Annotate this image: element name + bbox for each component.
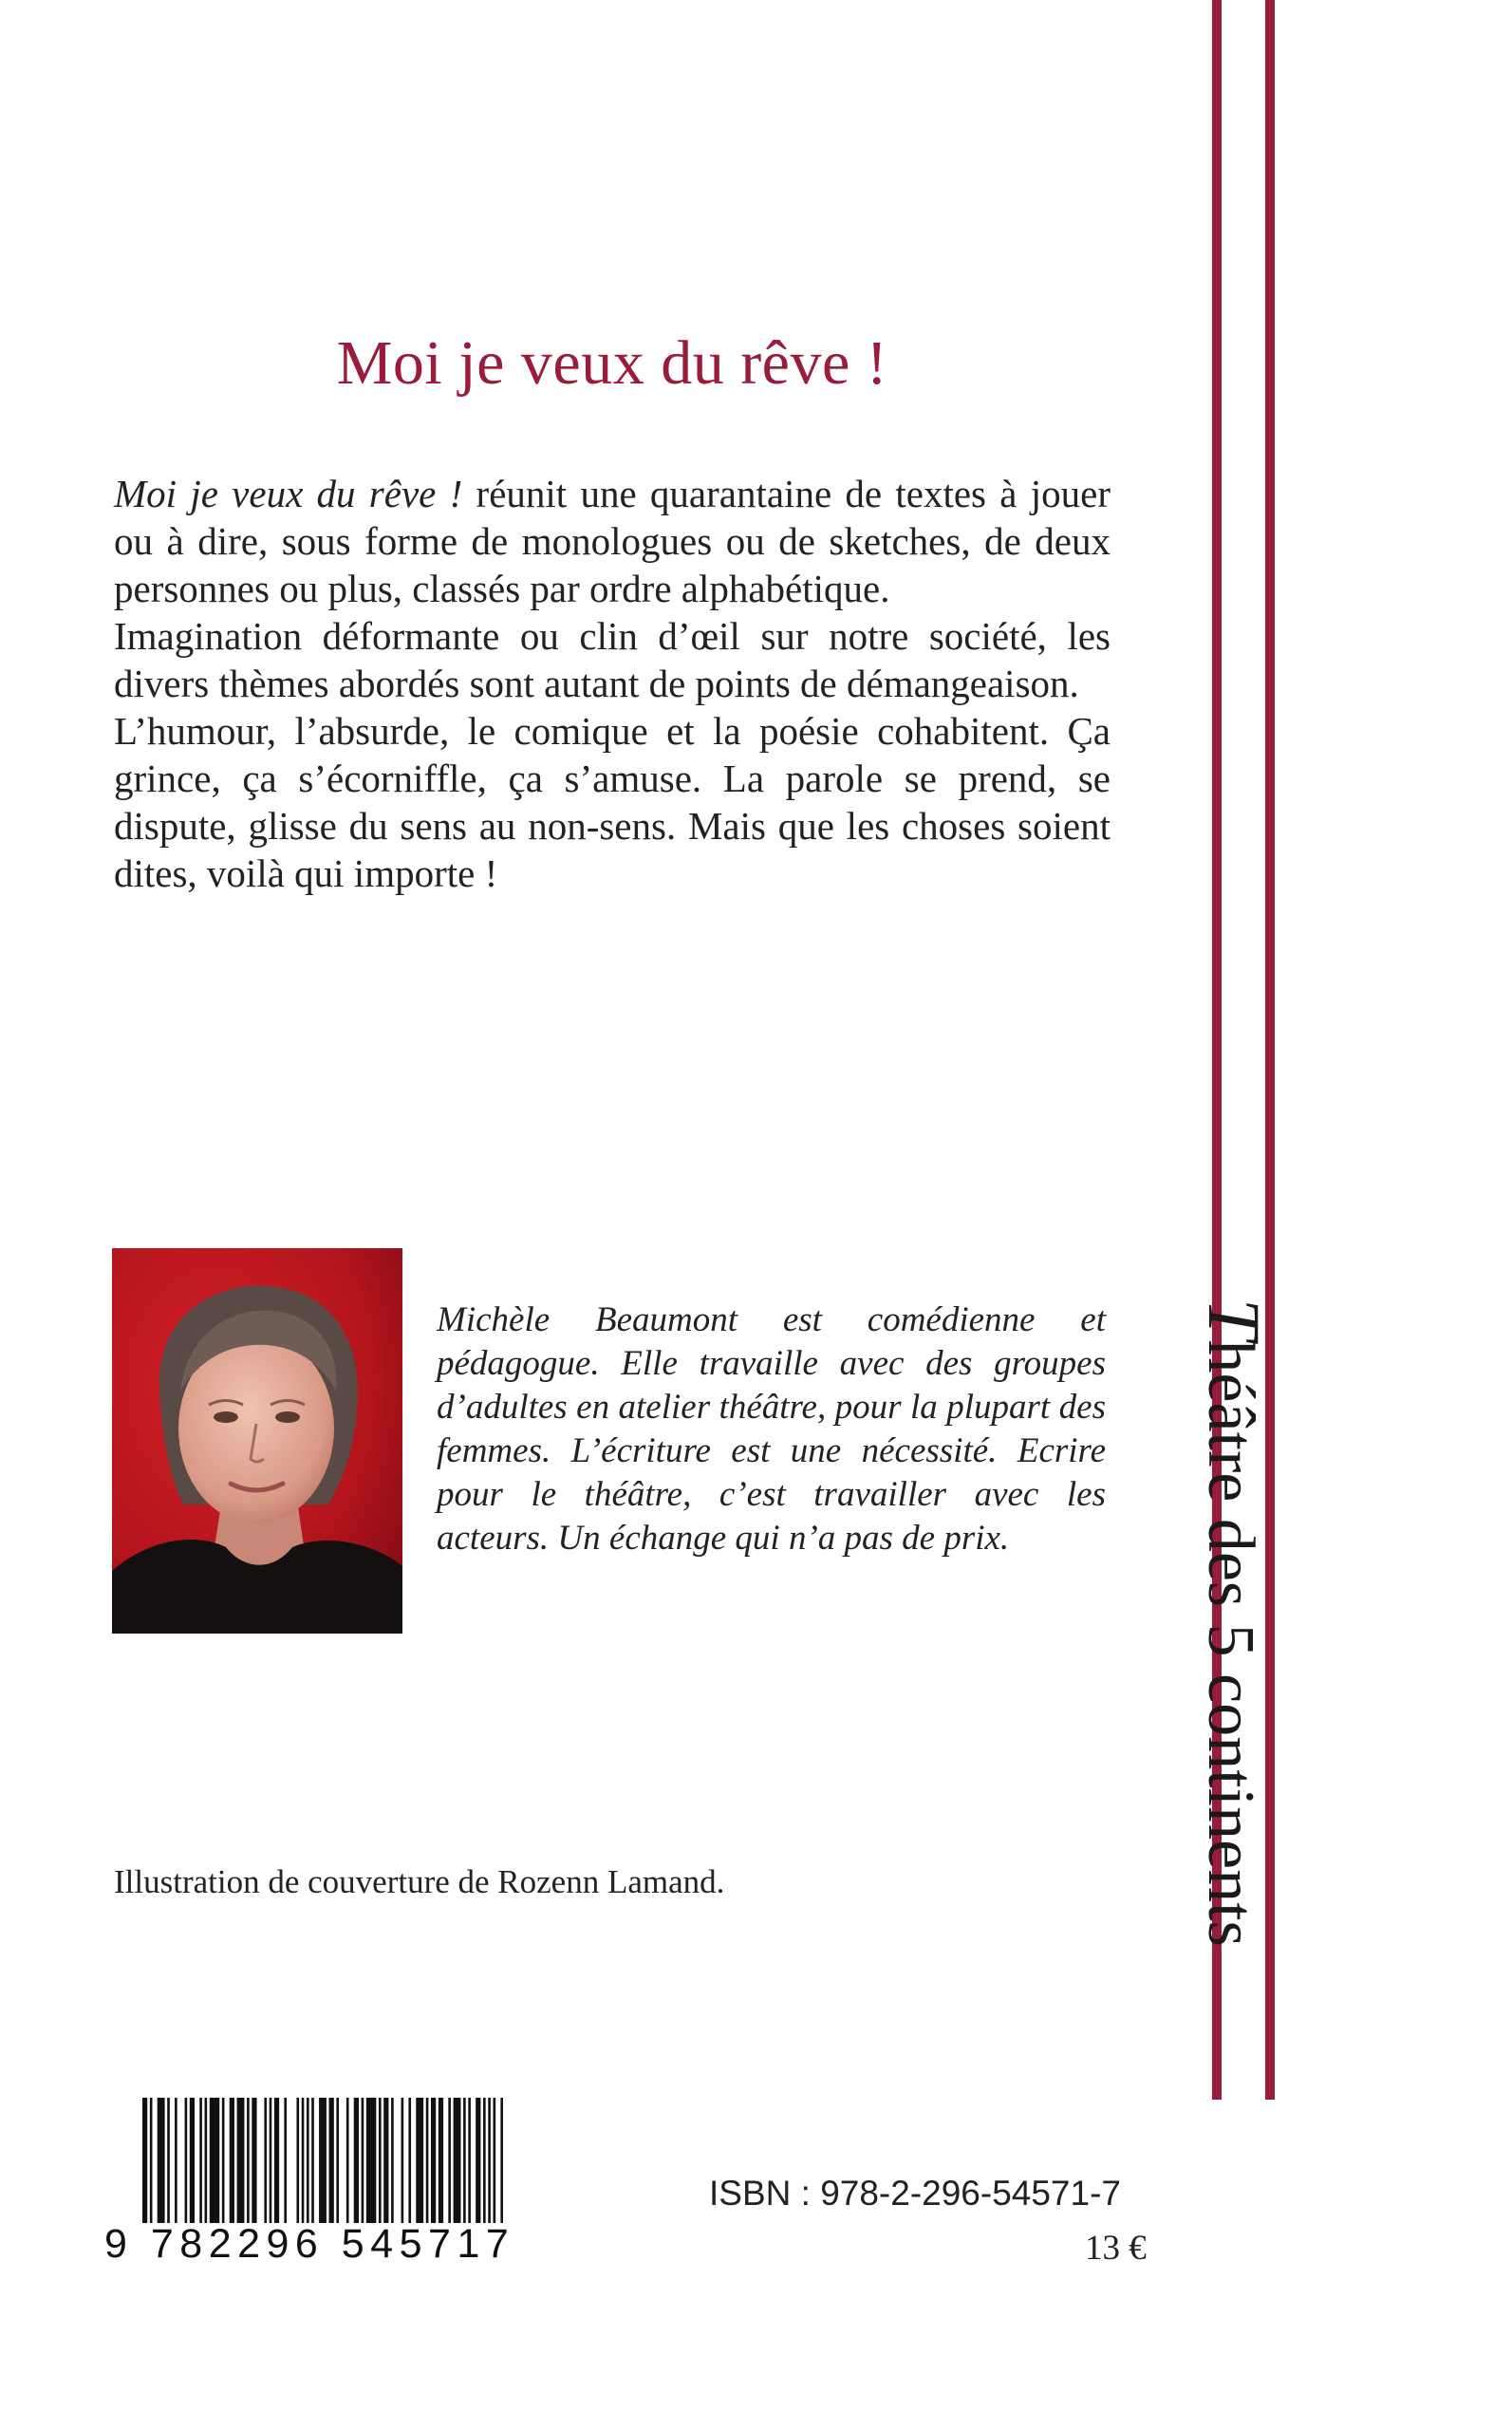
blurb-paragraph-2: Imagination déformante ou clin d’œil sur notre société, les divers thèmes abordés sont autant de points de démangeaison. <box>114 614 1111 705</box>
barcode-bar <box>252 2098 256 2223</box>
barcode-bar <box>247 2098 250 2223</box>
author-bio: Michèle Beaumont est comédienne et pédagogue. Elle travaille avec des groupes d’adultes en atelier théâtre, pour la plupart des femmes. L’écriture est une nécessité. Ecrire pour le théâtre, c’est travailler avec les acteurs. Un échange qui n’a pas de prix. <box>437 1300 1106 1558</box>
barcode-bar <box>230 2098 234 2223</box>
barcode-bar <box>150 2098 153 2223</box>
barcode-bar <box>408 2098 411 2223</box>
barcode-bar <box>401 2098 404 2223</box>
barcode-bar <box>284 2098 287 2223</box>
barcode-bar <box>270 2098 272 2223</box>
barcode-bar <box>366 2098 376 2223</box>
series-title-rest: héâtre des 5 continents <box>1194 1339 1267 1947</box>
barcode-bar <box>336 2098 339 2223</box>
barcode-bar <box>185 2098 188 2223</box>
barcode-bar <box>142 2098 147 2223</box>
barcode-number: 9 782296 545717 <box>104 2221 515 2267</box>
barcode-bar <box>483 2098 486 2223</box>
barcode-bar <box>468 2098 471 2223</box>
barcode-bar <box>175 2098 177 2223</box>
series-title <box>1193 1298 1276 2096</box>
barcode-bar <box>431 2098 436 2223</box>
barcode-bar <box>319 2098 327 2223</box>
barcode-bar <box>500 2098 503 2223</box>
book-blurb <box>114 470 1111 897</box>
barcode-bar <box>426 2098 429 2223</box>
isbn: ISBN : 978-2-296-54571-7 <box>709 2174 1121 2213</box>
barcode-bar <box>237 2098 245 2223</box>
barcode-bar <box>391 2098 394 2223</box>
barcode-bars <box>142 2098 503 2223</box>
barcode-bar <box>454 2098 461 2223</box>
barcode-bar <box>199 2098 202 2223</box>
barcode-bar <box>416 2098 423 2223</box>
barcode-bar <box>205 2098 208 2223</box>
barcode-bar <box>362 2098 364 2223</box>
barcode-bar <box>463 2098 466 2223</box>
barcode-bar <box>296 2098 299 2223</box>
blurb-paragraph-1-text: réunit une quarantaine de textes à jouer ou à dire, sous forme de monologues ou de sketches, de deux personnes ou plus, classés par ordre alphabétique. <box>114 472 1111 610</box>
barcode-bar <box>329 2098 334 2223</box>
series-title-initial: T <box>1193 1298 1276 1340</box>
blurb-title-italic: Moi je veux du rêve ! <box>114 472 463 515</box>
price: 13 € <box>1085 2229 1147 2268</box>
barcode <box>104 2098 515 2267</box>
barcode-bar <box>222 2098 225 2223</box>
barcode-bar <box>302 2098 305 2223</box>
book-title: Moi je veux du rêve ! <box>336 328 888 398</box>
barcode-bar <box>167 2098 170 2223</box>
barcode-bar <box>311 2098 314 2223</box>
barcode-bar <box>307 2098 309 2223</box>
barcode-bar <box>383 2098 388 2223</box>
barcode-bar <box>379 2098 382 2223</box>
barcode-bar <box>158 2098 165 2223</box>
barcode-bar <box>264 2098 267 2223</box>
illustration-credit: Illustration de couverture de Rozenn Lamand. <box>114 1863 725 1900</box>
barcode-bar <box>476 2098 480 2223</box>
barcode-bar <box>274 2098 279 2223</box>
author-photo <box>112 1248 402 1634</box>
blurb-paragraph-3: L’humour, l’absurde, le comique et la poésie cohabitent. Ça grince, ça s’écorniffle, ça s’amuse. La parole se prend, se dispute, glisse du sens au non-sens. Mais que les choses soient dites, voilà qui importe ! <box>114 709 1111 895</box>
blurb-paragraph-1 <box>114 470 1111 612</box>
barcode-bar <box>190 2098 195 2223</box>
barcode-bar <box>210 2098 219 2223</box>
barcode-bar <box>448 2098 451 2223</box>
barcode-bar <box>439 2098 443 2223</box>
barcode-bar <box>488 2098 491 2223</box>
barcode-bar <box>346 2098 349 2223</box>
barcode-bar <box>354 2098 359 2223</box>
barcode-bar <box>494 2098 496 2223</box>
